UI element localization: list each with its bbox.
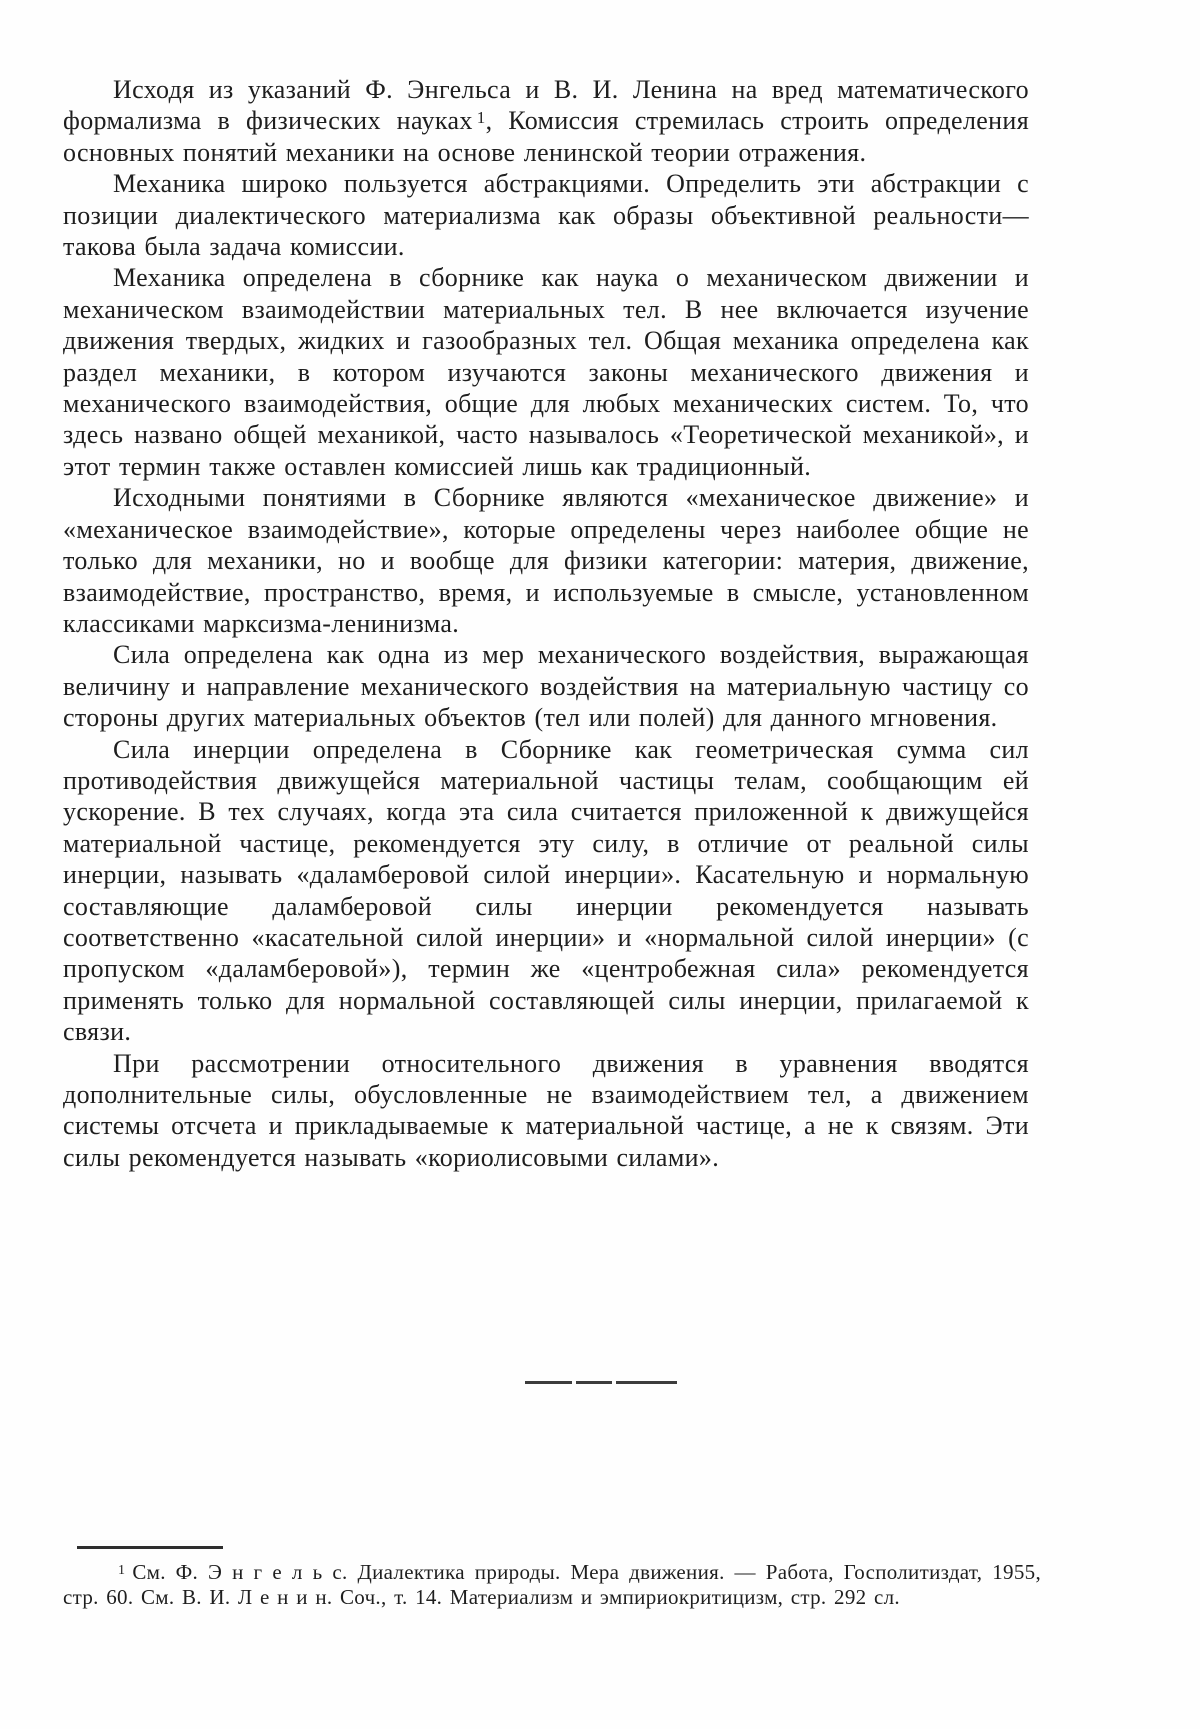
page-body-text <box>63 74 1029 1173</box>
paragraph-1-text-continued: , Комиссия стремилась строить определения основных понятий механики на основе ленинской теории отражения. <box>63 106 1030 167</box>
footnote-marker: 1 <box>118 1563 126 1578</box>
footnote-paragraph <box>63 1560 1041 1609</box>
divider-dash <box>576 1381 612 1384</box>
divider-dash <box>616 1381 677 1384</box>
footnote <box>63 1560 1041 1609</box>
paragraph-1 <box>63 74 1029 168</box>
footnote-reference-marker: 1 <box>476 108 486 128</box>
paragraph-1-text: Исходя из указаний Ф. Энгельса и В. И. Ленина на вред математического формализма в физических науках <box>63 75 1029 136</box>
divider-dash <box>525 1381 572 1384</box>
paragraph-4: Исходными понятиями в Сборнике являются «механическое движение» и «механическое взаимодействие», которые определены через наиболее общие не только для механики, но и вообще для физики категории: материя, движение, взаимодействие, пространство, время, и используемые в смысле, установленном классиками марксизма-ленинизма. <box>63 483 1029 638</box>
paragraph-6: Сила инерции определена в Сборнике как геометрическая сумма сил противодействия движущейся материальной частицы телам, сообщающим ей ускорение. В тех случаях, когда эта сила считается приложенной к движущейся материальной частице, рекомендуется эту силу, в отличие от реальной силы инерции, называть «даламберовой силой инерции». Касательную и нормальную составляющие даламберовой силы инерции рекомендуется называть соответственно «касательной силой инерции» и «нормальной силой инерции» (с пропуском «даламберовой»), термин же «центробежная сила» рекомендуется применять только для нормальной составляющей силы инерции, прилагаемой к связи. <box>63 734 1029 1047</box>
paragraph-7: При рассмотрении относительного движения в уравнения вводятся дополнительные силы, обусловленные не взаимодействием тел, а движением системы отсчета и прикладываемые к материальной частице, а не к связям. Эти силы рекомендуется называть «кориолисовыми силами». <box>63 1048 1029 1172</box>
paragraph-2: Механика широко пользуется абстракциями. Определить эти абстракции с позиции диалектического материализма как образы объективной реальности—такова была задача комиссии. <box>63 169 1029 262</box>
footnote-text: См. Ф. Э н г е л ь с. Диалектика природы. Мера движения. — Работа, Госполитиздат, 1955, стр. 60. См. В. И. Л е н и н. Соч., т. 14. Материализм и эмпириокритицизм, стр. 292 сл. <box>63 1560 1041 1609</box>
footnote-separator-line <box>77 1546 223 1549</box>
paragraph-3: Механика определена в сборнике как наука о механическом движении и механическом взаимодействии материальных тел. В нее включается изучение движения твердых, жидких и газообразных тел. Общая механика определена как раздел механики, в котором изучаются законы механического движения и механического взаимодействия, общие для любых механических систем. То, что здесь названо общей механикой, часто называлось «Теоретической механикой», и этот термин также оставлен комиссией лишь как традиционный. <box>63 263 1029 481</box>
paragraph-5: Сила определена как одна из мер механического воздействия, выражающая величину и направление механического воздействия на материальную частицу со стороны других материальных объектов (тел или полей) для данного мгновения. <box>63 640 1029 733</box>
section-divider <box>525 1381 677 1384</box>
